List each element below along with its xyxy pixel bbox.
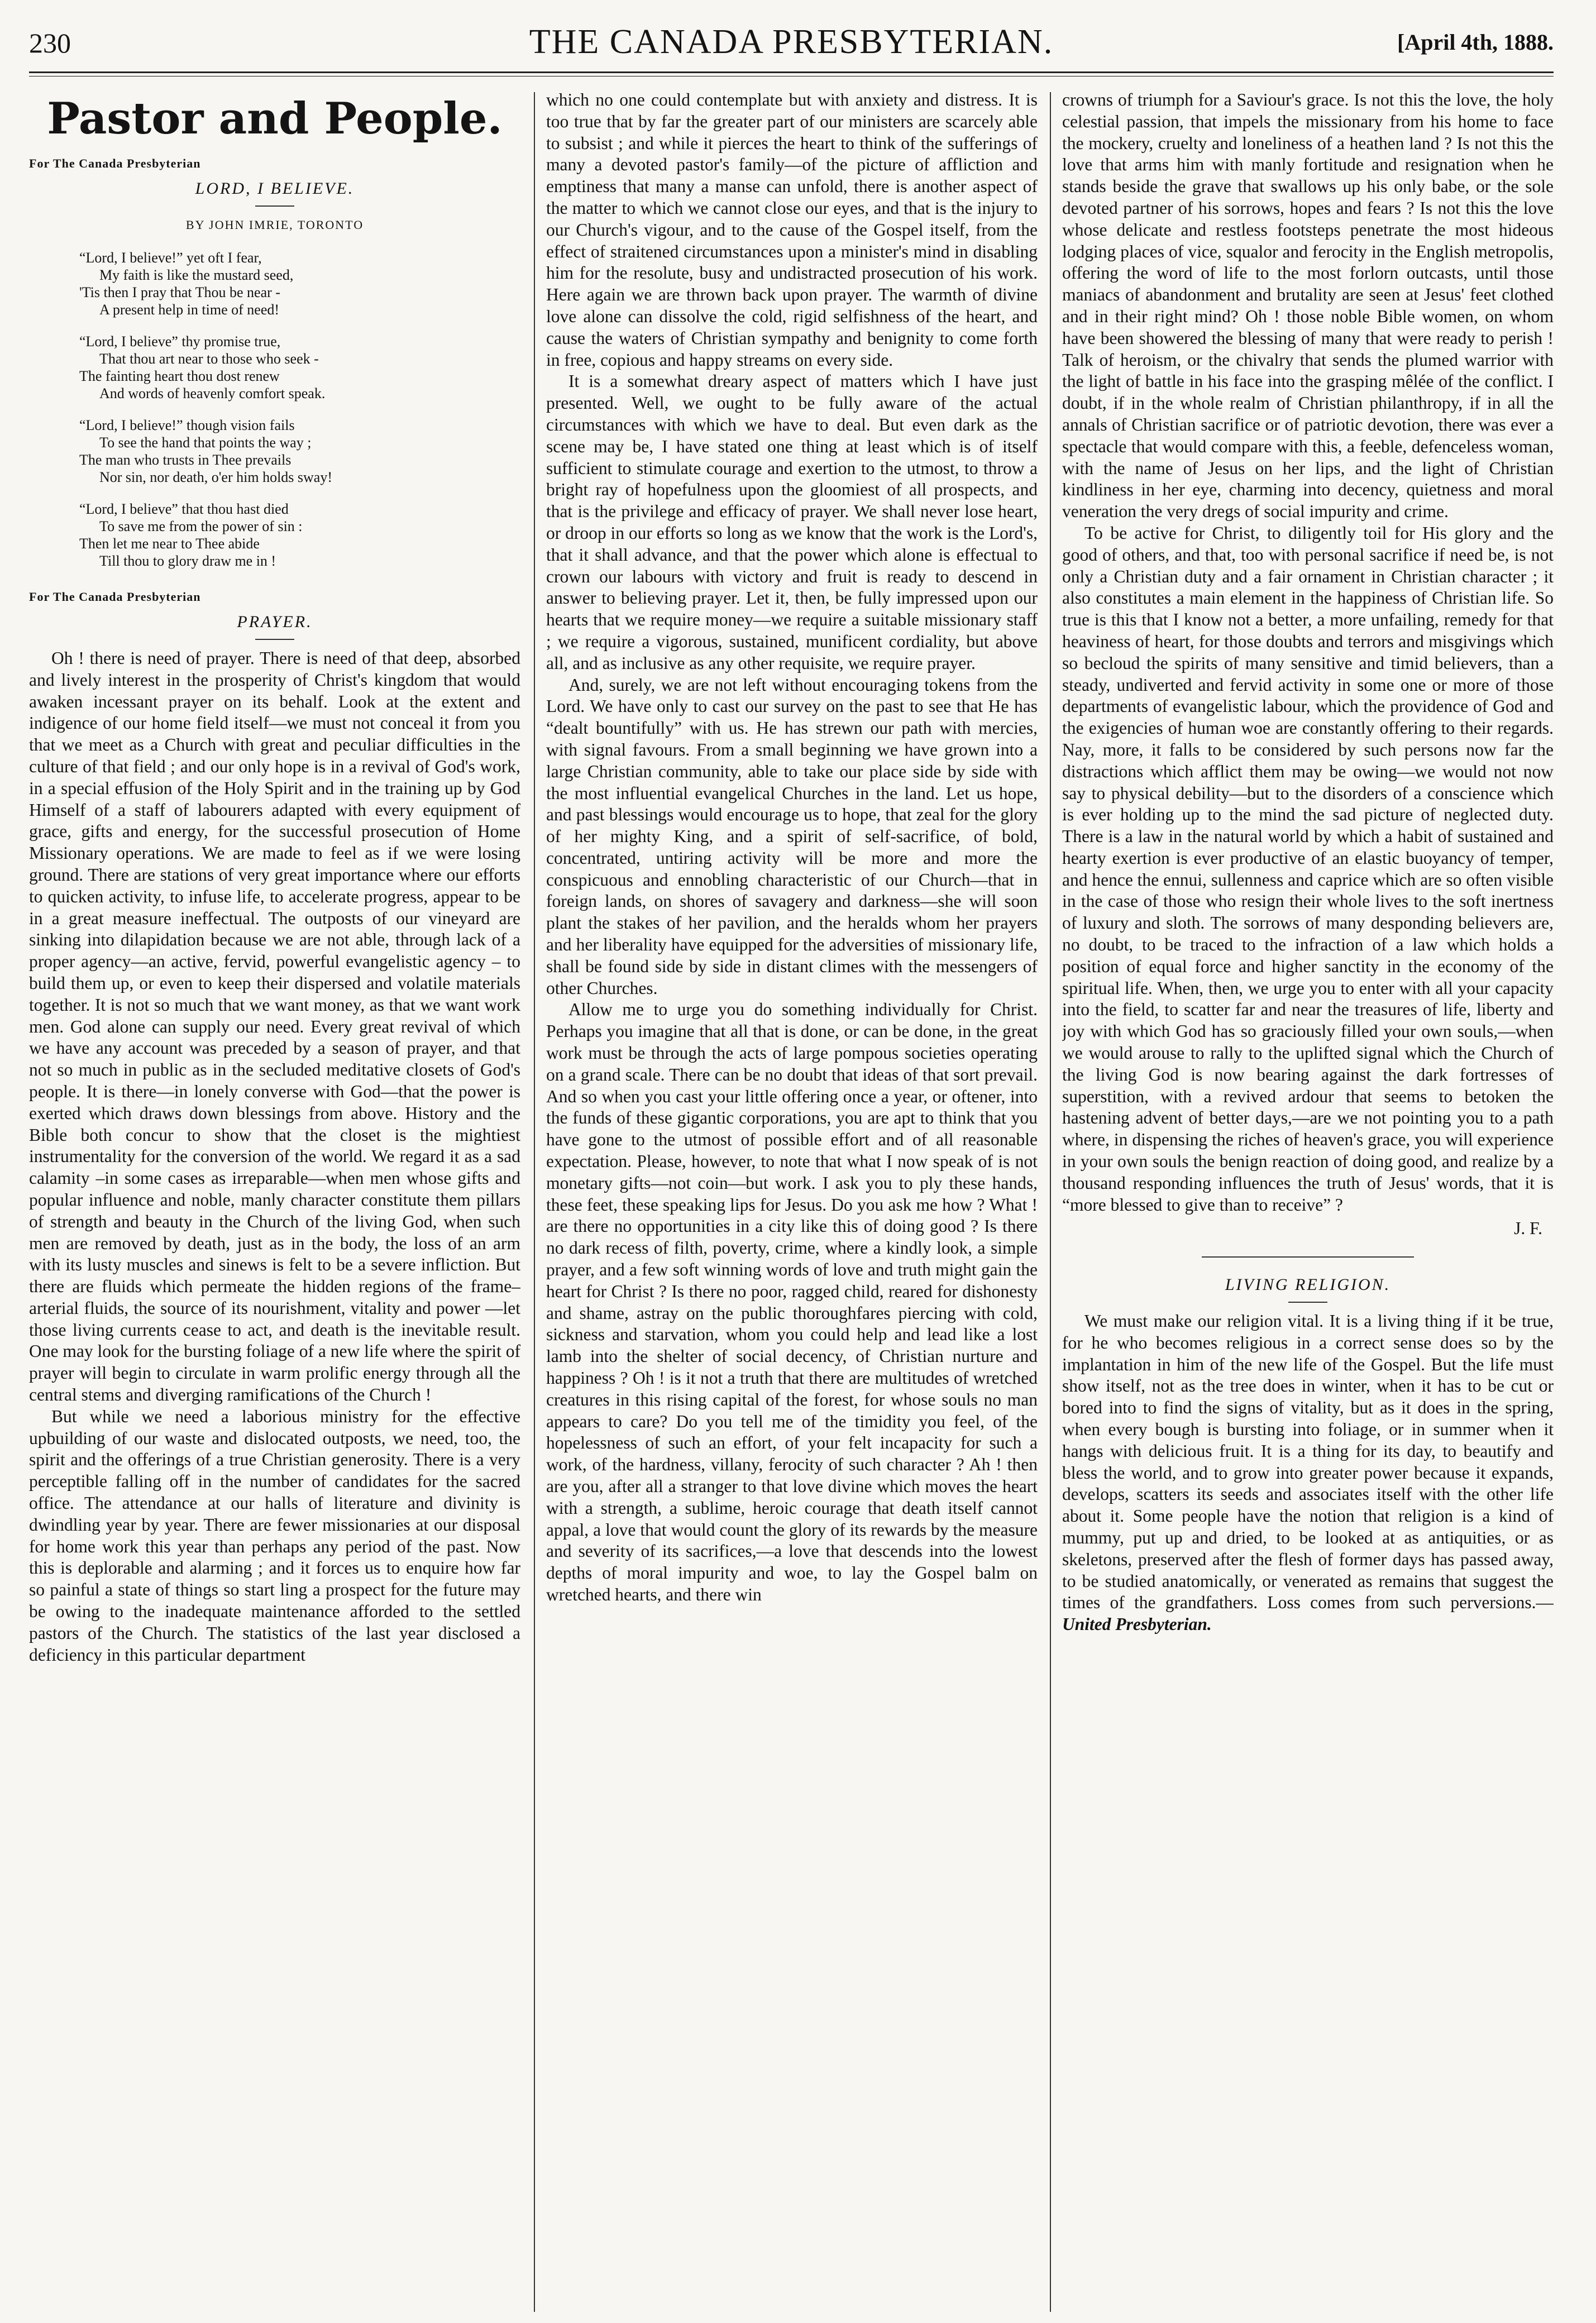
poem-line: Till thou to glory draw me in ! <box>99 553 276 570</box>
poem-byline: BY JOHN IMRIE, TORONTO <box>185 217 364 232</box>
for-line: For The Canada Presbyterian <box>29 590 201 604</box>
section-heading: Pastor and People. <box>47 93 503 144</box>
poem-line: My faith is like the mustard seed, <box>99 267 294 284</box>
poem-line: That thou art near to those who seek - <box>99 351 319 367</box>
for-line: For The Canada Presbyterian <box>29 156 201 170</box>
column-2 <box>546 89 1038 2315</box>
title-rule <box>255 639 294 640</box>
column-divider-2 <box>1050 92 1051 2312</box>
column-3 <box>1062 89 1554 2315</box>
paragraph: To be active for Christ, to diligently toil for His glory and the good of others, and that, too with personal sacrifice if need be, is not only a Christian duty and a fair ornament in Christian character ; it also constitutes a main element in the happiness of Christian life. So true is this that I know not a better, a more unfailing, remedy for that heaviness of heart, for those doubts and terrors and misgivings which so becloud the spirits of many sensitive and timid believers, than a steady, undiverted and fervid activity in some one or more of those departments of evangelistic labour, which the providence of God and the exigencies of human woe are constantly offering to their regards. Nay, more, it falls to be considered by such persons now far the distractions which afflict them may be owing—we would not now say to physical debility—but to the disorders of a conscience which is ever holding up to the mind the sad picture of neglected duty. There is a law in the natural world by which a habit of sustained and hearty exertion is ever productive of an elastic buoyancy of temper, and hence the ennui, sullenness and caprice which are so often visible in the case of those who resign their whole lives to the soft inertness of luxury and sloth. The sorrows of many desponding believers are, no doubt, to be traced to the infraction of a law which holds a position of equal force and higher sanctity in the economy of the spiritual life. When, then, we urge you to enter with all your capacity into the field, to scatter far and near the treasures of life, liberty and joy with which God has so graciously filled your own souls,—when we would arouse to rally to the uplifted signal which the Church of the living God is now bearing against the dark fortresses of superstition, with a revived ardour that seems to betoken the hastening advent of better days,—are we not pointing you to a path where, in dispensing the riches of heaven's grace, you will experience in your own souls the benign reaction of doing good, and realize by a thousand responding influences the truth of Jesus' words, that it is “more blessed to give than to receive” ? <box>1062 523 1554 1215</box>
poem-title: LORD, I BELIEVE. <box>195 179 355 198</box>
poem-line: “Lord, I believe” that thou hast died <box>79 501 289 518</box>
poem-line: Nor sin, nor death, o'er him holds sway! <box>99 469 333 486</box>
paragraph <box>1062 1311 1554 1636</box>
poem-line: Then let me near to Thee abide <box>79 536 260 552</box>
paragraph-text: We must make our religion vital. It is a living thing if it be true, for he who becomes religious in a correct sense does so by the implantation in him of the new life of the Gospel. But the life must show itself, not as the tree does in winter, when it has to be cut or bored into to find the signs of vitality, but as it does in the spring, when every bough is bursting into foliage, or in summer when it hangs with delicious fruit. It is a thing for its day, to beautify and bless the world, and to grow into greater power because it expands, develops, scatters its seeds and associates itself with the other life about it. Some people have the notion that religion is a kind of mummy, put up and dried, to be looked at as antiquities, or as skeletons, preserved after the flesh of former days has passed away, to be studied anatomically, or venerated as remains that suggest the times of the grandfathers. Loss comes from such perversions.— <box>1062 1311 1554 1613</box>
article-title-living-religion: LIVING RELIGION. <box>1225 1275 1391 1294</box>
poem-line: “Lord, I believe” thy promise true, <box>79 333 281 350</box>
paragraph: And, surely, we are not left without encouraging tokens from the Lord. We have only to cast our survey on the past to see that He has “dealt bountifully” with us. He has strewn our path with mercies, with signal favours. From a small beginning we have grown into a large Christian community, able to take our place side by side with the most influential evangelical Churches in the land. Let us hope, and past blessings would encourage us to hope, that zeal for the glory of her mighty King, and a spirit of self-sacrifice, of bold, concentrated, untiring activity will be more and more the conspicuous and ennobling characteristic of our Church—that in foreign lands, on shores of savagery and darkness—she will soon plant the stakes of her pavilion, and the heralds whom her prayers and her liberality have equipped for the adversities of missionary life, shall be found side by side in distant climes with the messengers of other Churches. <box>546 675 1038 998</box>
column-divider-1 <box>534 92 535 2312</box>
poem-stanza-4 <box>79 500 520 570</box>
poem-line: To see the hand that points the way ; <box>99 434 312 451</box>
poem-stanza-2 <box>79 333 520 402</box>
poem-line: The man who trusts in Thee prevails <box>79 452 292 469</box>
source-credit: United Presbyterian. <box>1062 1614 1212 1634</box>
column-1 <box>29 89 520 2315</box>
poem-line: The fainting heart thou dost renew <box>79 368 280 385</box>
signature: J. F. <box>1514 1218 1542 1239</box>
poem-line: To save me from the power of sin : <box>99 518 303 535</box>
paragraph: Oh ! there is need of prayer. There is need of that deep, absorbed and lively interest in the prosperity of Christ's kingdom that would awaken incessant prayer on its behalf. Look at the extent and indigence of our home field itself—we must not conceal it from you that we meet as a Church with great and peculiar difficulties in the culture of that field ; and our only hope is in a revival of God's work, in a special effusion of the Holy Spirit and in the training up by God Himself of a staff of labourers adapted with every equipment of grace, gifts and energy, for the successful prosecution of Home Missionary operations. We are made to feel as if we were losing ground. There are stations of very great importance where our efforts to quicken activity, to infuse life, to accelerate progress, appear to be in a great measure ineffectual. The outposts of our vineyard are sinking into dilapidation because we are not able, through lack of a proper agency—an active, fervid, powerful evangelistic agency – to build them up, or even to keep their dispersed and volatile materials together. It is not so much that we want money, as that we want work men. God alone can supply our need. Every great revival of which we have any account was preceded by a season of prayer, and that not so much in public as in the secluded meditative closets of God's people. It is there—in lonely converse with God—that the power is exerted which draws down blessings from above. History and the Bible both concur to show that the closet is the mightiest instrumentality for the conversion of the world. We regard it as a sad calamity –in some cases as irreparable—when men whose gifts and popular influence and noble, manly character constitute them pillars of strength and beauty in the Church of the living God, when such men are removed by death, just as in the body, the loss of an arm with its lusty muscles and sinews is felt to be a severe infliction. But there are fluids which permeate the hidden regions of the frame–arterial fluids, the source of its nourishment, vitality and power —let those living currents cease to act, and death is the inevitable result. One may look for the bursting foliage of a new life where the spirit of prayer will begin to circulate in warm prolific energy through all the central stems and diverging ramifications of the Church ! <box>29 648 520 1405</box>
poem-line: And words of heavenly comfort speak. <box>99 385 326 402</box>
title-rule <box>255 205 294 207</box>
masthead <box>29 22 1554 61</box>
paragraph: crowns of triumph for a Saviour's grace. Is not this the love, the holy celestial passion, that impels the missionary from his home to face the mockery, cruelty and loneliness of a heathen land ? Is not this the love that arms him with manly fortitude and resignation when he stands beside the grave that swallows up his only babe, or the sole devoted partner of his sorrows, hopes and fears ? Is not this the love whose delicate and restless footsteps penetrate the most hideous lodging places of vice, squalor and ferocity in the English metropolis, offering the word of life to the most forlorn outcasts, until those maniacs of abandonment and brutality are seen at Jesus' feet clothed and in their right mind? Oh ! those noble Bible women, on whom have been showered the blessing of many that were ready to perish ! Talk of heroism, or the chivalry that sends the plumed warrior with the light of battle in his face into the grasping mêlée of the conflict. I doubt, if in the whole realm of Christian philanthropy, if in all the annals of Christian sacrifice or of patriotic devotion, there was ever a spectacle that would compare with this, a feeble, defenceless woman, with the name of Jesus on her lips, and the light of Christian kindliness in her eye, charming into decency, quietness and moral veneration the very dregs of social impurity and crime. <box>1062 90 1554 522</box>
poem-line: 'Tis then I pray that Thou be near - <box>79 284 280 301</box>
section-rule <box>1202 1256 1414 1258</box>
masthead-rule <box>29 71 1554 73</box>
poem-line: A present help in time of need! <box>99 302 280 318</box>
newspaper-title: THE CANADA PRESBYTERIAN. <box>529 23 1054 61</box>
paragraph: which no one could contemplate but with anxiety and distress. It is too true that by far the greater part of our ministers are scarcely able to subsist ; and while it pierces the heart to think of the sufferings of many a devoted pastor's family—of the picture of affliction and emptiness that many a manse can unfold, there is another aspect of the matter to which we cannot close our eyes, and that is the injury to our Church's vigour, and to the cause of the Gospel itself, from the effect of straitened circumstances upon a minister's mind in disabling him for the resolute, busy and undistracted prosecution of his work. Here again we are thrown back upon prayer. The warmth of divine love alone can dissolve the cold, rigid selfishness of the heart, and cause the waters of Christian sympathy and benignity to come forth in free, copious and happy streams on every side. <box>546 90 1038 370</box>
issue-date: [April 4th, 1888. <box>1397 30 1554 55</box>
paragraph: But while we need a laborious ministry for the effective upbuilding of our waste and dislocated outposts, we need, too, the spirit and the offerings of a true Christian generosity. There is a very perceptible falling off in the number of candidates for the sacred office. The attendance at our halls of literature and divinity is dwindling year by year. There are fewer missionaries at our disposal for home work this year than perhaps any period of the past. Now this is deplorable and alarming ; and it forces us to enquire how far so painful a state of things so start ling a prospect for the future may be owing to the inadequate maintenance afforded to the settled pastors of the Church. The statistics of the last year disclosed a deficiency in this particular department <box>29 1406 520 1665</box>
article-title-prayer: PRAYER. <box>237 613 313 632</box>
page-number: 230 <box>29 27 71 59</box>
title-rule <box>1288 1302 1327 1303</box>
poem-stanza-3 <box>79 417 520 486</box>
paragraph: Allow me to urge you do something individually for Christ. Perhaps you imagine that all that is done, or can be done, in the great work must be through the acts of large pompous societies operating on a grand scale. There can be no doubt that ideas of that sort prevail. And so when you cast your little offering once a year, or oftener, into the funds of these gigantic corporations, you are apt to think that you have gone to the utmost of possible effort and of all reasonable expectation. Please, however, to note that what I now speak of is not monetary gifts—not coin—but work. I ask you to ply these hands, these feet, these speaking lips for Jesus. Do you ask me how ? What ! are there no opportunities in a city like this of doing good ? Is there no dark recess of filth, poverty, crime, where a kindly look, a simple prayer, and a few soft winning words of love and truth might gain the heart for Christ ? Is there no poor, ragged child, reared for dishonesty and shame, astray on the public thoroughfares piercing with cold, sickness and starvation, whom you could help and lead like a lost lamb into the shelter of social decency, of Christian nurture and happiness ? Oh ! is it not a truth that there are multitudes of wretched creatures in this rising capital of the forest, for whose souls no man appears to care? Do you tell me of the timidity you feel, of the hopelessness of such an effort, of your felt incapacity for such a work, of the hardness, villany, ferocity of such character ? Ah ! then are you, after all a stranger to that love divine which moves the heart with a strength, a sublime, heroic courage that death itself cannot appal, a love that would count the glory of its rewards by the measure and severity of its sacrifices,—a love that descends into the lowest depths of moral impurity and woe, to lay the Gospel balm on wretched hearts, and there win <box>546 1000 1038 1604</box>
poem-line: “Lord, I believe!” though vision fails <box>79 417 295 434</box>
poem-line: “Lord, I believe!” yet oft I fear, <box>79 250 262 266</box>
poem-stanza-1 <box>79 249 520 318</box>
paragraph: It is a somewhat dreary aspect of matters which I have just presented. Well, we ought to be fully aware of the actual circumstances with which we have to deal. But even dark as the scene may be, I have stated one thing at least which is of itself sufficient to stimulate courage and exertion to the utmost, to throw a bright ray of hopefulness upon the gloomiest of all prospects, and that is the privilege and efficacy of prayer. We shall never lose heart, or droop in our efforts so long as we know that the work is the Lord's, that it shall advance, and that the power which alone is effectual to crown our labours with victory and fruit is ready to descend in answer to believing prayer. Let it, then, be fully impressed upon our hearts that we require money—we require a suitable missionary staff ; we require a vigorous, sustained, munificent cordiality, but above all, and as inclusive as any other requisite, we require prayer. <box>546 371 1038 673</box>
masthead-rule-thin <box>29 76 1554 77</box>
